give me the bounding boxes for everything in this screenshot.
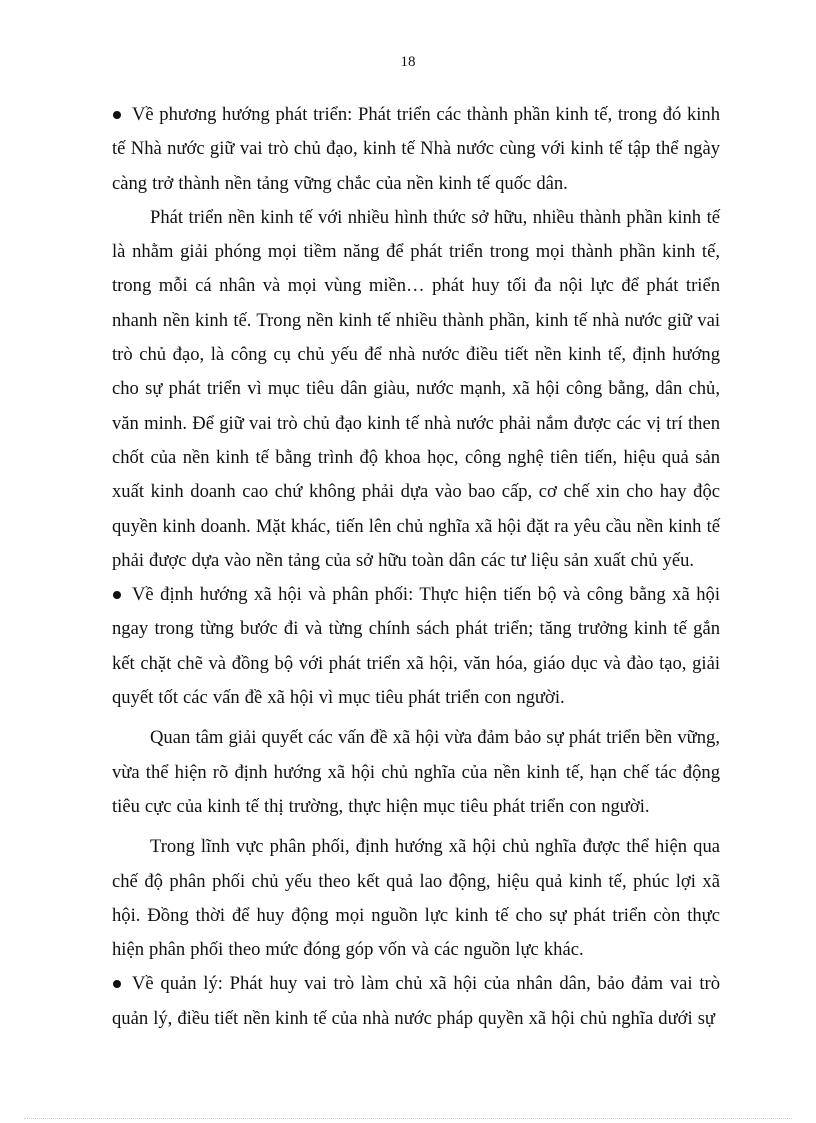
bullet-icon [113, 591, 121, 599]
paragraph-distribution: Trong lĩnh vực phân phối, định hướng xã hội chủ nghĩa được thể hiện qua chế độ phân phối chủ yếu theo kết quả lao động, hiệu quả kinh tế, phúc lợi xã hội. Đồng thời để huy động mọi nguồn lực kinh tế cho sự phát triển còn thực hiện phân phối theo mức đóng góp vốn và các nguồn lực khác. [112, 836, 720, 961]
bullet-icon [113, 111, 121, 119]
paragraph-multi-sector-economy: Phát triển nền kinh tế với nhiều hình thức sở hữu, nhiều thành phần kinh tế là nhằm giải phóng mọi tiềm năng để phát triển trong mọi thành phần kinh tế, trong mỗi cá nhân và mọi vùng miền… phát huy tối đa nội lực để phát triển nhanh nền kinh tế. Trong nền kinh tế nhiều thành phần, kinh tế nhà nước giữ vai trò chủ đạo, là công cụ chủ yếu để nhà nước điều tiết nền kinh tế, định hướng cho sự phát triển vì mục tiêu dân giàu, nước mạnh, xã hội công bằng, dân chủ, văn minh. Để giữ vai trò chủ đạo kinh tế nhà nước phải nắm được các vị trí then chốt của nền kinh tế bằng trình độ khoa học, công nghệ tiên tiến, hiệu quả sản xuất kinh doanh cao chứ không phải dựa vào bao cấp, cơ chế xin cho hay độc quyền kinh doanh. Mặt khác, tiến lên chủ nghĩa xã hội đặt ra yêu cầu nền kinh tế phải được dựa vào nền tảng của sở hữu toàn dân các tư liệu sản xuất chủ yếu. [112, 206, 720, 571]
bullet-icon [113, 980, 121, 988]
paragraph-social-orientation [112, 578, 720, 715]
footer-divider [24, 1118, 792, 1119]
paragraph-text: Về định hướng xã hội và phân phối: Thực hiện tiến bộ và công bằng xã hội ngay trong từng bước đi và từng chính sách phát triển; tăng trưởng kinh tế gắn kết chặt chẽ và đồng bộ với phát triển xã hội, văn hóa, giáo dục và đào tạo, giải quyết tốt các vấn đề xã hội vì mục tiêu phát triển con người. [112, 584, 720, 709]
paragraph-social-issues: Quan tâm giải quyết các vấn đề xã hội vừa đảm bảo sự phát triển bền vững, vừa thể hiện rõ định hướng xã hội chủ nghĩa của nền kinh tế, hạn chế tác động tiêu cực của kinh tế thị trường, thực hiện mục tiêu phát triển con người. [112, 727, 720, 817]
paragraph-text: Về quản lý: Phát huy vai trò làm chủ xã hội của nhân dân, bảo đảm vai trò quản lý, điều tiết nền kinh tế của nhà nước pháp quyền xã hội chủ nghĩa dưới sự [112, 973, 720, 1029]
paragraph-development-direction [112, 98, 720, 201]
document-body [112, 98, 720, 1036]
page-number: 18 [400, 54, 416, 70]
paragraph-text: Về phương hướng phát triển: Phát triển các thành phần kinh tế, trong đó kinh tế Nhà nước giữ vai trò chủ đạo, kinh tế Nhà nước cùng với kinh tế tập thể ngày càng trở thành nền tảng vững chắc của nền kinh tế quốc dân. [112, 104, 720, 194]
paragraph-management [112, 967, 720, 1036]
